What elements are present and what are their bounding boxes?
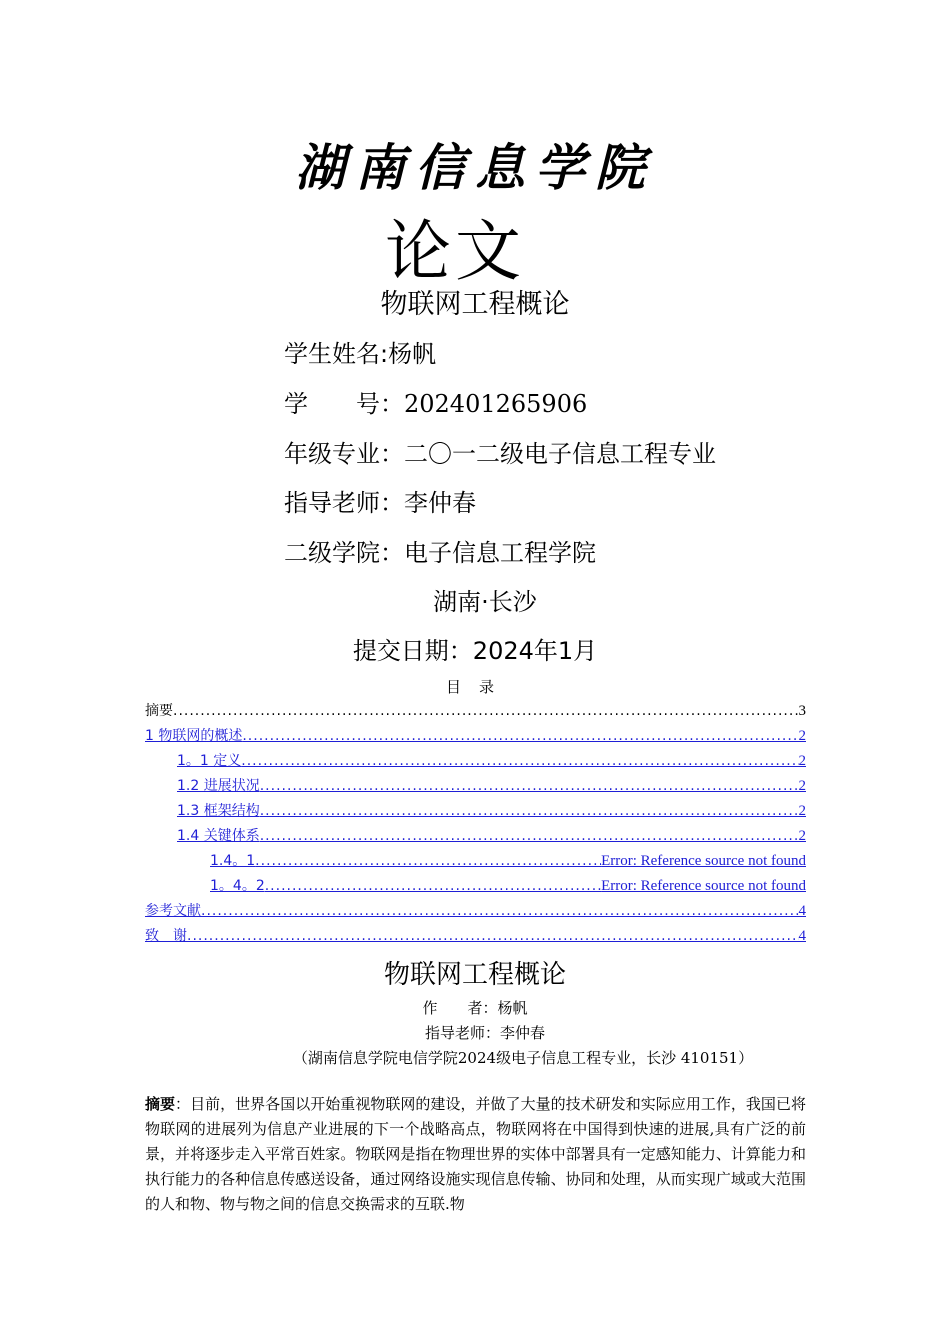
toc-leader	[201, 903, 799, 919]
toc-item-page: Error: Reference source not found	[601, 878, 806, 894]
grade-major-label: 年级专业：	[284, 440, 404, 468]
toc-item-abstract[interactable]	[145, 700, 806, 720]
toc-leader	[260, 828, 799, 844]
toc-item-page: 2	[798, 753, 806, 769]
article-advisor: 指导老师：李仲春	[424, 1024, 545, 1042]
toc-item-page: 2	[798, 803, 806, 819]
toc-title: 目录	[445, 678, 512, 696]
toc-item-text: 参考文献	[145, 903, 201, 919]
toc-item-page: 2	[798, 728, 806, 744]
toc-item-text: 1。4。2	[210, 878, 265, 894]
toc-item-page: 2	[798, 828, 806, 844]
article-title: 物联网工程概论	[383, 960, 566, 990]
toc-item-references[interactable]	[145, 900, 806, 920]
course-subject: 物联网工程概论	[380, 289, 570, 320]
toc-leader	[255, 853, 601, 869]
toc-item-page: 4	[798, 903, 806, 919]
toc-item-page: 3	[798, 703, 806, 719]
toc-item-text: 致 谢	[145, 928, 187, 944]
toc-item-text: 摘要	[145, 703, 173, 719]
abstract-text: ：目前，世界各国以开始重视物联网的建设，并做了大量的技术研发和实际应用工作，我国已将物联网的进展列为信息产业进展的下一个战略高点，物联网将在中国得到快速的进展,具有广泛的前景，并将逐步走入平常百姓家。物联网是指在物理世界的实体中部署具有一定感知能力、计算能力和执行能力的各种信息传感送设备，通过网络设施实现信息传输、协同和处理，从而实现广域或大范围的人和物、物与物之间的信息交换需求的互联.物	[145, 1095, 806, 1213]
toc-item-framework[interactable]	[177, 800, 806, 820]
toc-item-key-system[interactable]	[177, 825, 806, 845]
toc-item-text: 1。1 定义	[177, 753, 242, 769]
abstract-paragraph	[145, 1092, 806, 1217]
toc-item-page: 4	[798, 928, 806, 944]
toc-item-page: 2	[798, 778, 806, 794]
toc-item-text: 1.3 框架结构	[177, 803, 260, 819]
student-id-row	[284, 384, 587, 419]
college-value: 电子信息工程学院	[404, 539, 596, 567]
advisor-row	[284, 483, 476, 518]
advisor-label: 指导老师：	[284, 489, 404, 517]
student-id-label: 学 号：	[284, 390, 404, 418]
toc-item-progress[interactable]	[177, 775, 806, 795]
student-id-value: 202401265906	[404, 390, 588, 418]
toc-leader	[173, 703, 799, 719]
grade-major-value: 二〇一二级电子信息工程专业	[404, 440, 716, 468]
abstract-label: 摘要	[145, 1095, 176, 1113]
student-name-value: 杨帆	[388, 340, 437, 368]
student-name-row	[284, 334, 436, 369]
advisor-value: 李仲春	[404, 489, 476, 517]
toc-item-text: 1.4 关键体系	[177, 828, 260, 844]
article-affiliation: （湖南信息学院电信学院2024级电子信息工程专业，长沙 410151）	[292, 1049, 754, 1067]
toc-item-overview[interactable]	[145, 725, 806, 745]
document-type: 论文	[385, 213, 525, 290]
submission-date: 提交日期：2024年1月	[352, 637, 598, 665]
school-name: 湖南信息学院	[295, 138, 655, 197]
toc-item-text: 1 物联网的概述	[145, 728, 243, 744]
toc-item-text: 1.2 进展状况	[177, 778, 260, 794]
student-name-label: 学生姓名:	[284, 340, 389, 368]
toc-item-page: Error: Reference source not found	[601, 853, 806, 869]
toc-leader	[265, 878, 601, 894]
college-row	[284, 533, 596, 568]
grade-major-row	[284, 434, 716, 469]
toc-leader	[260, 778, 799, 794]
toc-item-definition[interactable]	[177, 750, 806, 770]
toc-leader	[242, 728, 798, 744]
toc-item-acknowledgements[interactable]	[145, 925, 806, 945]
toc-leader	[260, 803, 799, 819]
toc-leader	[241, 753, 798, 769]
toc-item-text: 1.4。1	[210, 853, 256, 869]
toc-item-1-4-1[interactable]	[210, 850, 806, 870]
toc-leader	[187, 928, 799, 944]
article-author: 作 者：杨帆	[422, 999, 528, 1017]
toc-item-1-4-2[interactable]	[210, 875, 806, 895]
location: 湖南·长沙	[433, 588, 537, 616]
college-label: 二级学院：	[284, 539, 404, 567]
